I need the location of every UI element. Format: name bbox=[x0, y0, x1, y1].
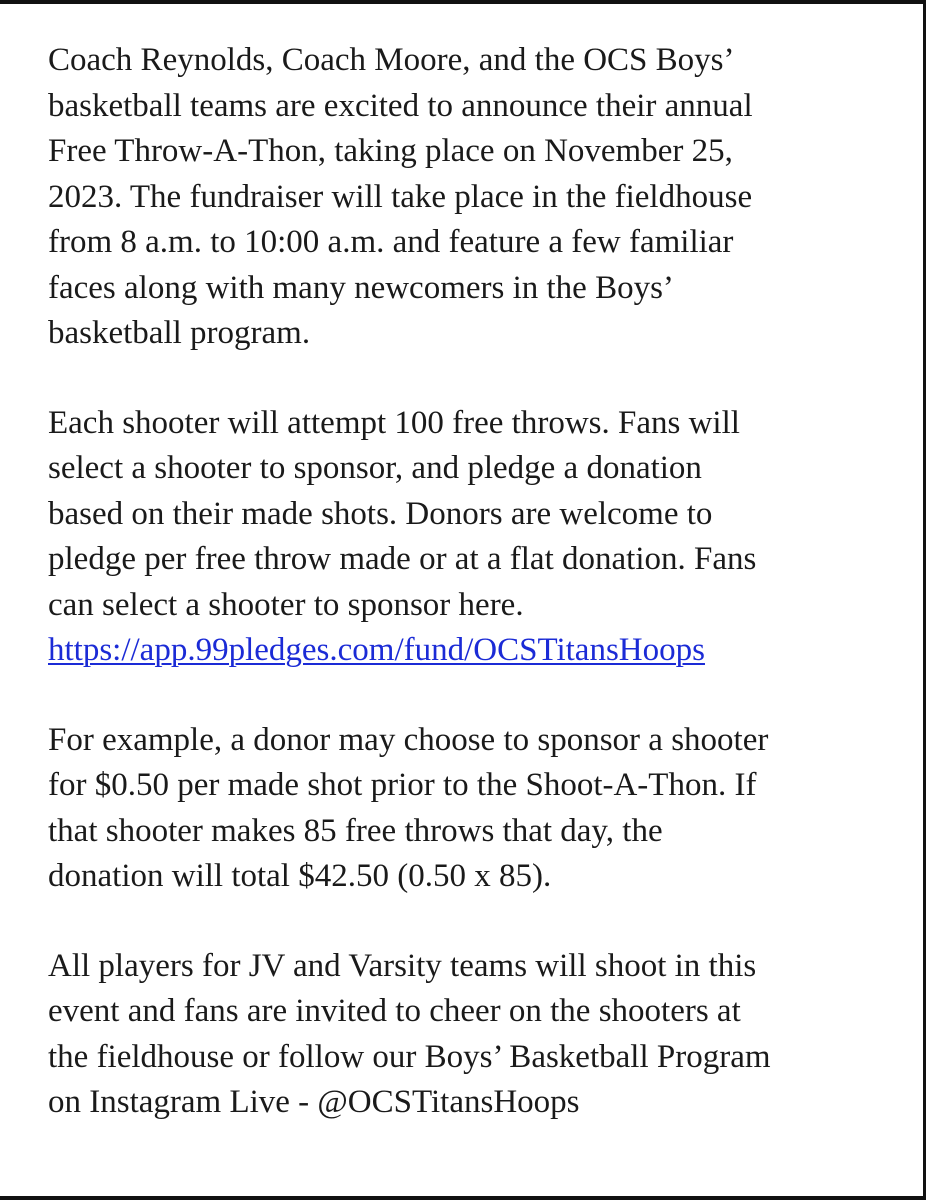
announcement-document bbox=[48, 38, 908, 1170]
text-line: basketball program. bbox=[48, 315, 311, 351]
text-line: basketball teams are excited to announce their annual bbox=[48, 87, 753, 124]
text-line: pledge per free throw made or at a flat donation. Fans bbox=[48, 541, 757, 577]
paragraph-example bbox=[48, 718, 908, 900]
paragraph-how-it-works bbox=[48, 401, 908, 674]
text-line: 2023. The fundraiser will take place in the fieldhouse bbox=[48, 178, 753, 215]
text-line: the fieldhouse or follow our Boys’ Basketball Program bbox=[48, 1038, 771, 1075]
text-line: on Instagram Live - @OCSTitansHoops bbox=[48, 1084, 580, 1120]
text-line: Coach Reynolds, Coach Moore, and the OCS Boys’ bbox=[48, 42, 735, 78]
text-line: event and fans are invited to cheer on the shooters at bbox=[48, 993, 741, 1029]
text-line: Free Throw-A-Thon, taking place on November 25, bbox=[48, 133, 733, 169]
text-line: for $0.50 per made shot prior to the Shoot-A-Thon. If bbox=[48, 767, 757, 803]
text-line: that shooter makes 85 free throws that day, the bbox=[48, 812, 663, 849]
top-border bbox=[0, 0, 926, 4]
text-line: based on their made shots. Donors are welcome to bbox=[48, 495, 713, 532]
paragraph-players bbox=[48, 944, 908, 1126]
text-line: donation will total $42.50 (0.50 x 85). bbox=[48, 858, 552, 894]
text-line: select a shooter to sponsor, and pledge a donation bbox=[48, 450, 702, 486]
text-line: can select a shooter to sponsor here. bbox=[48, 586, 524, 623]
sponsor-link[interactable]: https://app.99pledges.com/fund/OCSTitansHoops bbox=[48, 632, 705, 668]
text-line: For example, a donor may choose to sponsor a shooter bbox=[48, 721, 769, 758]
text-line: from 8 a.m. to 10:00 a.m. and feature a few familiar bbox=[48, 224, 734, 260]
bottom-border bbox=[0, 1196, 926, 1200]
text-line: Each shooter will attempt 100 free throws. Fans will bbox=[48, 404, 740, 441]
text-line: faces along with many newcomers in the Boys’ bbox=[48, 269, 674, 306]
text-line: All players for JV and Varsity teams will shoot in this bbox=[48, 947, 757, 984]
paragraph-intro bbox=[48, 38, 908, 357]
